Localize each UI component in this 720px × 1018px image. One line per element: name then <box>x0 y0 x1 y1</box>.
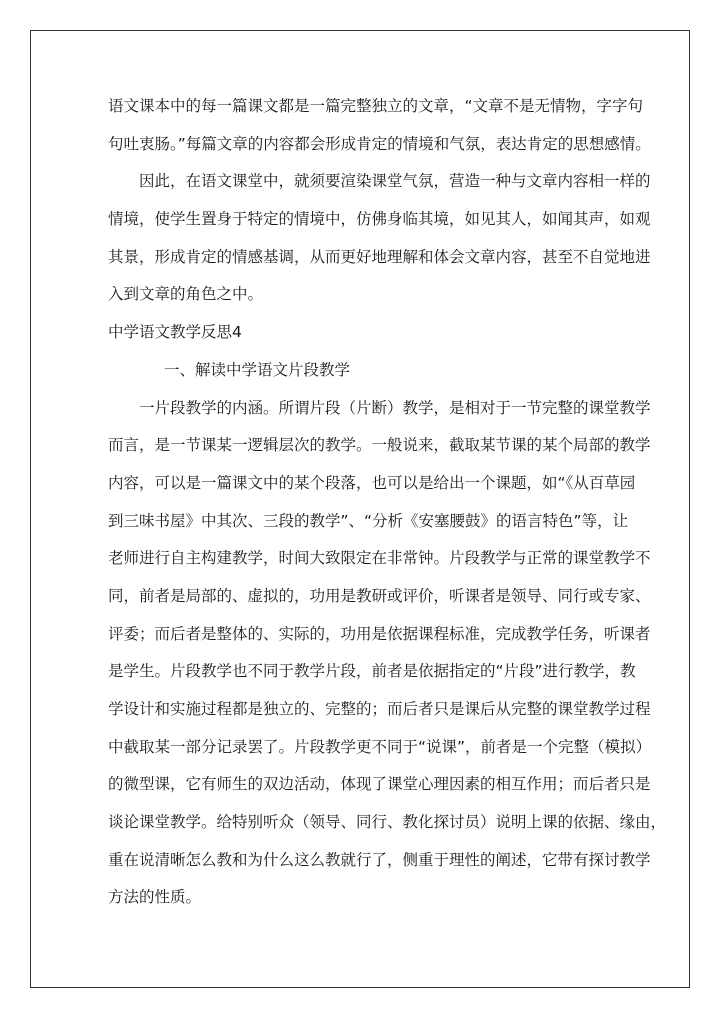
text-line: 入到文章的角色之中。 <box>108 285 264 304</box>
text-line: 语文课本中的每一篇课文都是一篇完整独立的文章，“文章不是无情物，字字句 <box>108 97 644 115</box>
text-line: 学设计和实施过程都是独立的、完整的；而后者只是课后从完整的课堂教学过程 <box>108 700 651 718</box>
text-line: 谈论课堂教学。给特别听众（领导、同行、教化探讨员）说明上课的依据、缘由， <box>108 813 667 832</box>
text-line: 情境，使学生置身于特定的情境中，仿佛身临其境，如见其人，如闻其声，如观 <box>108 210 651 229</box>
text-line: 老师进行自主构建教学，时间大致限定在非常钟。片段教学与正常的课堂教学不 <box>108 549 651 568</box>
paragraph-2 <box>108 163 651 314</box>
document-body <box>108 88 667 917</box>
text-line: 重在说清晰怎么教和为什么这么教就行了，侧重于理性的阐述，它带有探讨教学 <box>108 850 651 869</box>
text-line: 内容，可以是一篇课文中的某个段落，也可以是给出一个课题，如“《从百草园 <box>108 473 636 492</box>
text-line: 同，前者是局部的、虚拟的，功用是教研或评价，听课者是领导、同行或专家、 <box>108 586 651 605</box>
text-line: 句吐衷肠。”每篇文章的内容都会形成肯定的情境和气氛，表达肯定的思想感情。 <box>108 134 651 153</box>
text-line: 因此，在语文课堂中，就须要渲染课堂气氛，营造一种与文章内容相一样的 <box>139 172 651 191</box>
text-line: 其景，形成肯定的情感基调，从而更好地理解和体会文章内容，甚至不自觉地进 <box>108 247 651 266</box>
text-line: 是学生。片段教学也不同于教学片段，前者是依据指定的“片段”进行教学，教 <box>108 662 636 681</box>
paragraph-1 <box>108 88 651 163</box>
text-line: 的微型课，它有师生的双边活动，体现了课堂心理因素的相互作用；而后者只是 <box>108 775 651 794</box>
text-line: 方法的性质。 <box>108 888 202 907</box>
text-line: 评委；而后者是整体的、实际的，功用是依据课程标准，完成教学任务，听课者 <box>108 624 651 643</box>
text-line: 一片段教学的内涵。所谓片段（片断）教学，是相对于一节完整的课堂教学 <box>139 398 651 417</box>
subheading: 一、解读中学语文片段教学 <box>164 360 351 379</box>
text-line: 而言，是一节课某一逻辑层次的教学。一般说来，截取某节课的某个局部的教学 <box>108 436 651 455</box>
paragraph-3 <box>108 390 667 918</box>
text-line: 中截取某一部分记录罢了。片段教学更不同于“说课”，前者是一个完整（模拟） <box>108 737 652 756</box>
section-title: 中学语文教学反思4 <box>108 323 242 342</box>
text-line: 到三味书屋》中其次、三段的教学”、“分析《安塞腰鼓》的语言特色”等，让 <box>108 511 629 530</box>
